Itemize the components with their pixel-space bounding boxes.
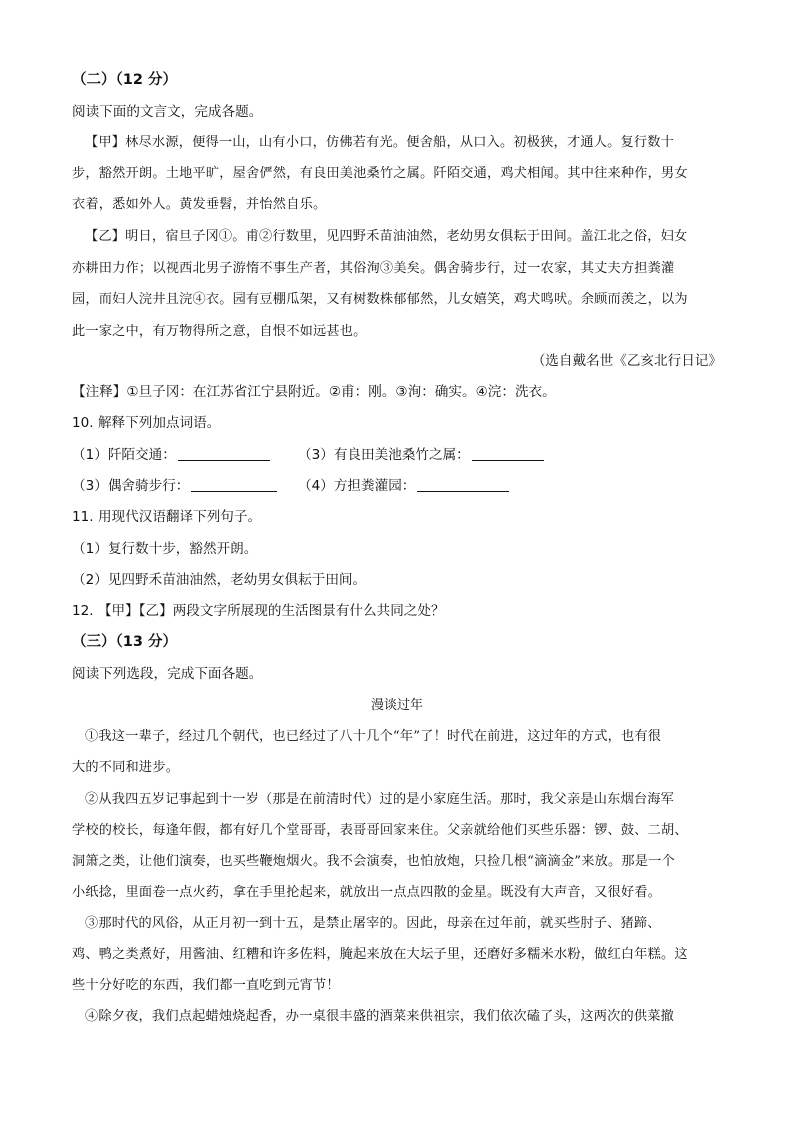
question-10-item-2: [298, 443, 544, 463]
answer-blank[interactable]: [417, 477, 509, 492]
answer-blank[interactable]: [178, 446, 270, 461]
article-line-2: 大的不同和进步。: [72, 760, 180, 775]
annotation-notes: 【注释】①旦子冈：在江苏省江宁县附近。②甫：刚。③洵：确实。④浣：洗衣。: [72, 384, 556, 400]
article-line-9: 些十分好吃的东西，我们都一直吃到元宵节！: [72, 978, 340, 993]
section-3-instruction: 阅读下列选段，完成下面各题。: [72, 666, 263, 682]
section-2-instruction: 阅读下面的文言文，完成各题。: [72, 104, 263, 120]
article-line-4: 学校的校长，每逢年假，都有好几个堂哥哥，表哥哥回家来住。父亲就给他们买些乐器：锣、鼓、二胡、: [72, 823, 688, 838]
answer-blank[interactable]: [472, 446, 544, 461]
question-10-title: 10. 解释下列加点词语。: [72, 415, 221, 431]
source-citation: （选自戴名世《乙亥北行日记》: [531, 353, 722, 369]
yi-line-1: 【乙】明日，宿旦子冈①。甫②行数里，见四野禾苗油油然，老幼男女俱耘于田间。盖江北之俗，妇女: [85, 229, 688, 244]
question-10-item-4-label: （4）方担粪灌园：: [298, 478, 416, 494]
section-3-heading: （三）（13 分）: [72, 634, 177, 650]
article-line-8: 鸡、鸭之类煮好，用酱油、红糟和许多佐料，腌起来放在大坛子里，还磨好多糯米水粉，做红白年糕。这: [72, 947, 688, 962]
yi-line-4: 此一家之中，有万物得所之意，自恨不如远甚也。: [72, 324, 367, 339]
answer-blank[interactable]: [191, 477, 277, 492]
question-10-item-4: [298, 474, 509, 494]
section-2-heading: （二）（12 分）: [72, 72, 177, 88]
article-line-10: ④除夕夜，我们点起蜡烛烧起香，办一桌很丰盛的酒菜来供祖宗，我们依次磕了头，这两次的供菜撤: [85, 1009, 675, 1024]
jia-line-2: 步，豁然开朗。土地平旷，屋舍俨然，有良田美池桑竹之属。阡陌交通，鸡犬相闻。其中往来种作，男女: [72, 166, 688, 181]
yi-line-3: 园，而妇人浣井且浣④衣。园有豆棚瓜架，又有树数株郁郁然，儿女嬉笑，鸡犬鸣吠。余顾而羡之，以为: [72, 292, 688, 307]
question-11-title: 11. 用现代汉语翻译下列句子。: [72, 509, 262, 525]
jia-line-3: 衣着，悉如外人。黄发垂髫，并怡然自乐。: [72, 197, 327, 212]
question-10-item-2-label: （3）有良田美池桑竹之属：: [298, 447, 470, 463]
jia-line-1: 【甲】林尽水源，便得一山，山有小口，仿佛若有光。便舍船，从口入。初极狭，才通人。复行数十: [85, 135, 675, 150]
article-line-6: 小纸捻，里面卷一点火药，拿在手里抡起来，就放出一点点四散的金星。既没有大声音，又很好看。: [72, 885, 662, 900]
question-11-item-2: （2）见四野禾苗油油然，老幼男女俱耘于田间。: [72, 572, 367, 588]
article-line-7: ③那时代的风俗，从正月初一到十五，是禁止屠宰的。因此，母亲在过年前，就买些肘子、猪蹄、: [85, 916, 661, 931]
question-10-item-1-label: （1）阡陌交通：: [72, 447, 176, 463]
article-title: 漫谈过年: [370, 698, 423, 713]
article-line-3: ②从我四五岁记事起到十一岁（那是在前清时代）过的是小家庭生活。那时，我父亲是山东烟台海军: [85, 792, 675, 807]
question-10-item-3-label: （3）偶舍骑步行：: [72, 478, 190, 494]
question-10-item-1: [72, 443, 270, 463]
article-line-5: 洞箫之类，让他们演奏，也买些鞭炮烟火。我不会演奏，也怕放炮，只捡几根“滴滴金”来放。那是一个: [72, 854, 675, 869]
question-11-item-1: （1）复行数十步，豁然开朗。: [72, 541, 258, 557]
question-12: 12. 【甲】【乙】两段文字所展现的生活图景有什么共同之处？: [72, 603, 445, 619]
question-10-item-3: [72, 474, 277, 494]
yi-line-2: 亦耕田力作；以视西北男子游惰不事生产者，其俗洵③美矣。偶舍骑步行，过一农家，其丈夫方担粪灌: [72, 261, 675, 276]
article-line-1: ①我这一辈子，经过几个朝代，也已经过了八十几个“年”了！时代在前进，这过年的方式，也有很: [85, 729, 662, 744]
